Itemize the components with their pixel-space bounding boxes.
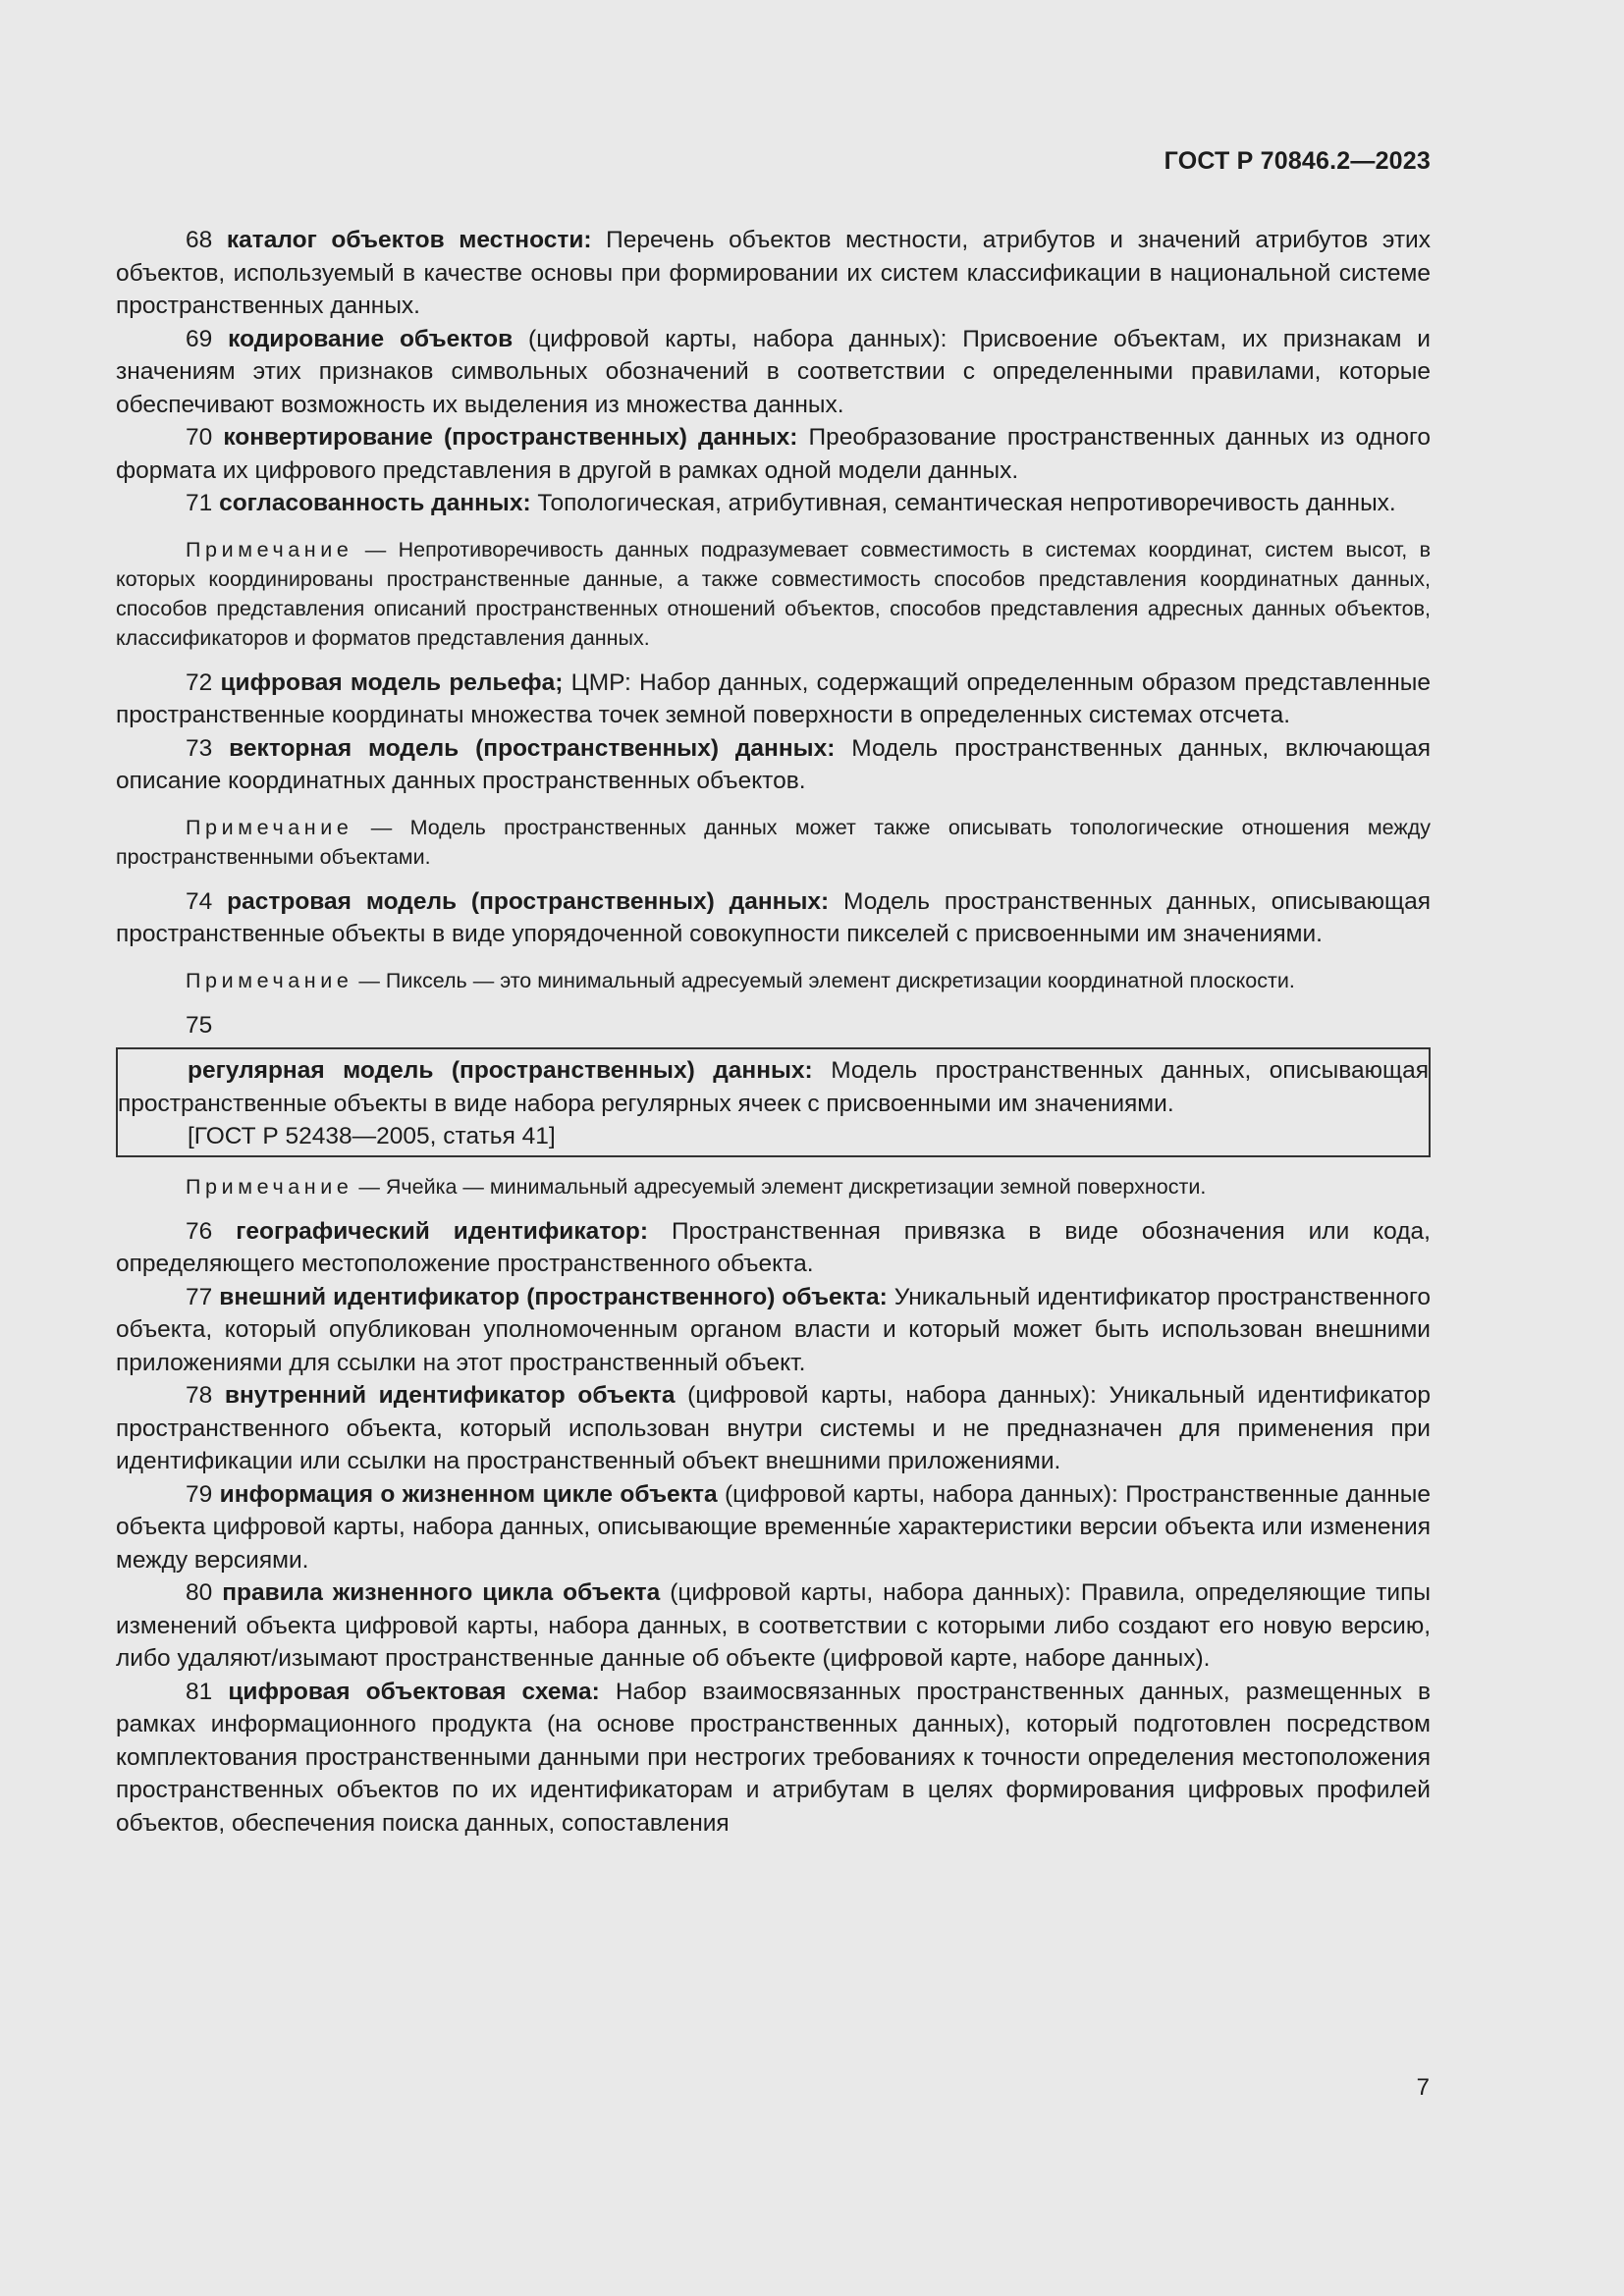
- entry-term: регулярная модель (пространственных) данных:: [188, 1057, 813, 1084]
- note-text: Модель пространственных данных может также описывать топологические отношения между пространственными объектами.: [116, 815, 1431, 869]
- entry-73: [116, 732, 1431, 798]
- entry-number: 77: [186, 1283, 213, 1310]
- entry-term: конвертирование (пространственных) данных:: [223, 424, 798, 451]
- entry-definition: Преобразование пространственных данных из одного формата их цифрового представления в другой в рамках одной модели данных.: [116, 424, 1432, 484]
- entry-term: кодирование объектов: [228, 325, 514, 352]
- entry-number: 76: [186, 1217, 213, 1245]
- entry-definition: (цифровой карты, набора данных): Уникальный идентификатор пространственного объекта, который использован внутри системы и не предназначен для применения при идентификации или ссылки на пространственный объект внешними приложениями.: [116, 1382, 1431, 1474]
- entry-definition: ЦМР: Набор данных, содержащий определенным образом представленные пространственные координаты множества точек земной поверхности в определенных системах отсчета.: [116, 668, 1431, 728]
- entry-75-box: [116, 1047, 1431, 1157]
- entry-79: [116, 1478, 1431, 1577]
- note-label: Примечание: [186, 815, 353, 839]
- entry-74: [116, 885, 1431, 951]
- note-75: [116, 1172, 1431, 1201]
- note-71: [116, 535, 1431, 653]
- note-label: Примечание: [186, 537, 353, 561]
- entry-71: [116, 487, 1431, 520]
- entry-term: цифровая модель рельефа;: [220, 668, 564, 696]
- entry-term: растровая модель (пространственных) данных:: [227, 887, 830, 915]
- entry-definition: (цифровой карты, набора данных): Присвоение объектам, их признакам и значениям этих признаков символьных обозначений в соответствии с определенными правилами, которые обеспечивают возможность их выделения из множества данных.: [116, 325, 1431, 418]
- entry-81: [116, 1676, 1431, 1841]
- entry-number: 70: [186, 424, 213, 451]
- entry-72: [116, 667, 1431, 732]
- entry-number: 68: [186, 227, 213, 253]
- entry-definition: (цифровой карты, набора данных): Правила, определяющие типы изменений объекта цифровой карты, набора данных, в соответствии с которыми либо создают его новую версию, либо удаляют/изымают пространственные данные об объекте (цифровой карте, наборе данных).: [116, 1579, 1431, 1672]
- note-dash: —: [352, 815, 410, 839]
- entry-number: 80: [186, 1579, 213, 1606]
- entry-term: географический идентификатор:: [236, 1217, 649, 1245]
- entry-number: 71: [186, 490, 213, 516]
- entry-77: [116, 1281, 1431, 1380]
- entry-term: векторная модель (пространственных) данных:: [229, 734, 836, 762]
- note-73: [116, 813, 1431, 872]
- note-text: Ячейка — минимальный адресуемый элемент дискретизации земной поверхности.: [385, 1174, 1207, 1199]
- note-label: Примечание: [186, 1174, 353, 1199]
- note-dash: —: [352, 1174, 386, 1199]
- page-content: [116, 224, 1431, 1840]
- entry-definition: Модель пространственных данных, описывающая пространственные объекты в виде набора регулярных ячеек с присвоенными им значениями.: [118, 1057, 1429, 1117]
- page-number: 7: [1416, 2074, 1430, 2101]
- entry-definition: (цифровой карты, набора данных): Пространственные данные объекта цифровой карты, набора данных, описывающие временны́е характеристики версии объекта или изменения между версиями.: [116, 1480, 1432, 1574]
- entry-definition: Перечень объектов местности, атрибутов и значений атрибутов этих объектов, используемый в качестве основы при формировании их систем классификации в национальной системе пространственных данных.: [116, 227, 1431, 319]
- entry-80: [116, 1576, 1431, 1676]
- entry-definition: Топологическая, атрибутивная, семантическая непротиворечивость данных.: [530, 490, 1396, 516]
- entry-number: 79: [186, 1480, 213, 1508]
- entry-70: [116, 421, 1431, 487]
- entry-definition: Уникальный идентификатор пространственного объекта, который опубликован уполномоченным органом власти и который может быть использован внешними приложениями для ссылки на этот пространственный объект.: [116, 1283, 1431, 1376]
- entry-definition: Пространственная привязка в виде обозначения или кода, определяющего местоположение пространственного объекта.: [116, 1217, 1431, 1277]
- note-74: [116, 966, 1431, 995]
- entry-definition: Модель пространственных данных, включающая описание координатных данных пространственных объектов.: [116, 734, 1431, 794]
- entry-definition: Модель пространственных данных, описывающая пространственные объекты в виде упорядоченной совокупности пикселей с присвоенными им значениями.: [116, 887, 1432, 947]
- entry-number: 78: [186, 1382, 213, 1409]
- entry-term: правила жизненного цикла объекта: [222, 1579, 661, 1606]
- note-dash: —: [352, 537, 399, 561]
- entry-number: 69: [186, 325, 213, 352]
- entry-75: [118, 1054, 1429, 1120]
- entry-number: 81: [186, 1678, 213, 1705]
- entry-number: 73: [186, 734, 213, 762]
- note-text: Непротиворечивость данных подразумевает совместимость в системах координат, систем высот, в которых координированы пространственные данные, а также совместимость способов представления координатных данных, способов представления описаний пространственных отношений объектов, способов представления адресных данных объектов, классификаторов и форматов представления данных.: [116, 537, 1432, 650]
- standard-designation: ГОСТ Р 70846.2—2023: [1164, 147, 1431, 175]
- entry-term: каталог объектов местности:: [226, 227, 592, 253]
- entry-definition: Набор взаимосвязанных пространственных данных, размещенных в рамках информационного продукта (на основе пространственных данных), который подготовлен посредством комплектования пространственными данными при нестрогих требованиях к точности определения местоположения пространственных объектов по их идентификаторам и атрибутам в целях формирования цифровых профилей объектов, обеспечения поиска данных, сопоставления: [116, 1678, 1431, 1837]
- entry-75-citation: [ГОСТ Р 52438—2005, статья 41]: [188, 1123, 556, 1149]
- entry-number: 74: [186, 887, 213, 915]
- note-dash: —: [352, 968, 386, 992]
- note-text: Пиксель — это минимальный адресуемый элемент дискретизации координатной плоскости.: [385, 968, 1295, 992]
- entry-number: 72: [186, 668, 213, 696]
- entry-term: согласованность данных:: [219, 490, 531, 516]
- entry-78: [116, 1379, 1431, 1478]
- entry-term: внутренний идентификатор объекта: [224, 1382, 676, 1409]
- entry-term: цифровая объектовая схема:: [228, 1678, 600, 1705]
- entry-75-number: 75: [186, 1011, 213, 1039]
- entry-68: [116, 224, 1431, 323]
- entry-76: [116, 1215, 1431, 1281]
- entry-term: внешний идентификатор (пространственного) объекта:: [219, 1283, 888, 1310]
- note-label: Примечание: [186, 968, 353, 992]
- entry-69: [116, 323, 1431, 422]
- entry-term: информация о жизненном цикле объекта: [219, 1480, 718, 1508]
